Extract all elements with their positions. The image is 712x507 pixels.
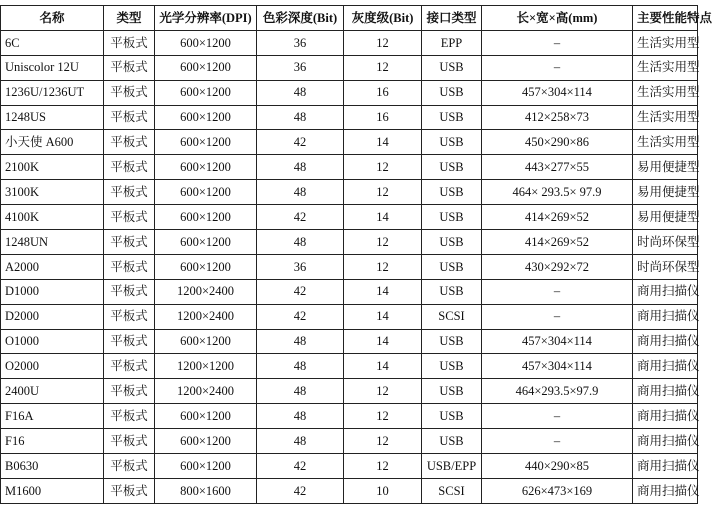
cell-grayscale: 14	[344, 354, 422, 379]
cell-interface: USB	[422, 329, 482, 354]
cell-interface: USB	[422, 379, 482, 404]
cell-color-depth: 48	[257, 105, 344, 130]
cell-type: 平板式	[104, 230, 155, 255]
cell-color-depth: 48	[257, 230, 344, 255]
table-row	[1, 354, 698, 379]
col-header-grayscale: 灰度级(Bit)	[344, 6, 422, 31]
cell-color-depth: 42	[257, 454, 344, 479]
cell-dimensions: 414×269×52	[482, 205, 633, 230]
cell-feature: 时尚环保型	[633, 230, 698, 255]
cell-interface: USB	[422, 354, 482, 379]
cell-dimensions: 457×304×114	[482, 80, 633, 105]
table-row	[1, 329, 698, 354]
cell-dimensions: 440×290×85	[482, 454, 633, 479]
cell-feature: 生活实用型	[633, 130, 698, 155]
cell-feature: 商用扫描仪	[633, 454, 698, 479]
cell-grayscale: 12	[344, 379, 422, 404]
cell-interface: USB	[422, 105, 482, 130]
cell-resolution: 600×1200	[155, 105, 257, 130]
table-row	[1, 279, 698, 304]
cell-name: 4100K	[1, 205, 104, 230]
cell-name: 6C	[1, 30, 104, 55]
cell-name: O2000	[1, 354, 104, 379]
cell-grayscale: 12	[344, 254, 422, 279]
cell-grayscale: 12	[344, 404, 422, 429]
cell-interface: USB	[422, 80, 482, 105]
cell-color-depth: 36	[257, 254, 344, 279]
cell-color-depth: 42	[257, 279, 344, 304]
cell-grayscale: 12	[344, 230, 422, 255]
table-row	[1, 254, 698, 279]
cell-color-depth: 42	[257, 478, 344, 503]
table-body	[1, 30, 698, 503]
cell-dimensions: –	[482, 429, 633, 454]
cell-grayscale: 16	[344, 105, 422, 130]
cell-feature: 生活实用型	[633, 55, 698, 80]
cell-type: 平板式	[104, 80, 155, 105]
cell-color-depth: 42	[257, 130, 344, 155]
cell-type: 平板式	[104, 478, 155, 503]
cell-grayscale: 12	[344, 180, 422, 205]
cell-dimensions: 457×304×114	[482, 354, 633, 379]
col-header-resolution: 光学分辨率(DPI)	[155, 6, 257, 31]
cell-interface: USB	[422, 180, 482, 205]
cell-interface: USB	[422, 404, 482, 429]
cell-interface: USB	[422, 230, 482, 255]
cell-name: B0630	[1, 454, 104, 479]
cell-name: 1236U/1236UT	[1, 80, 104, 105]
cell-type: 平板式	[104, 254, 155, 279]
table-row	[1, 478, 698, 503]
cell-type: 平板式	[104, 30, 155, 55]
cell-interface: SCSI	[422, 304, 482, 329]
cell-name: O1000	[1, 329, 104, 354]
cell-resolution: 600×1200	[155, 230, 257, 255]
cell-name: 小天使 A600	[1, 130, 104, 155]
cell-type: 平板式	[104, 429, 155, 454]
col-header-color-depth: 色彩深度(Bit)	[257, 6, 344, 31]
cell-interface: EPP	[422, 30, 482, 55]
cell-resolution: 1200×2400	[155, 379, 257, 404]
cell-feature: 易用便捷型	[633, 205, 698, 230]
col-header-interface: 接口类型	[422, 6, 482, 31]
cell-name: D1000	[1, 279, 104, 304]
cell-dimensions: 412×258×73	[482, 105, 633, 130]
cell-type: 平板式	[104, 304, 155, 329]
cell-name: 1248US	[1, 105, 104, 130]
cell-type: 平板式	[104, 279, 155, 304]
table-row	[1, 80, 698, 105]
cell-grayscale: 12	[344, 454, 422, 479]
col-header-feature: 主要性能特点	[633, 6, 698, 31]
cell-resolution: 600×1200	[155, 55, 257, 80]
header-row	[1, 6, 698, 31]
cell-dimensions: 457×304×114	[482, 329, 633, 354]
cell-resolution: 600×1200	[155, 404, 257, 429]
cell-feature: 商用扫描仪	[633, 354, 698, 379]
cell-resolution: 600×1200	[155, 80, 257, 105]
cell-feature: 时尚环保型	[633, 254, 698, 279]
col-header-name: 名称	[1, 6, 104, 31]
table-row	[1, 404, 698, 429]
cell-feature: 易用便捷型	[633, 155, 698, 180]
cell-type: 平板式	[104, 55, 155, 80]
cell-dimensions: –	[482, 55, 633, 80]
cell-dimensions: 450×290×86	[482, 130, 633, 155]
cell-resolution: 600×1200	[155, 429, 257, 454]
table-row	[1, 454, 698, 479]
cell-type: 平板式	[104, 454, 155, 479]
cell-type: 平板式	[104, 155, 155, 180]
cell-resolution: 600×1200	[155, 130, 257, 155]
cell-color-depth: 48	[257, 329, 344, 354]
table-row	[1, 155, 698, 180]
table-row	[1, 205, 698, 230]
cell-feature: 商用扫描仪	[633, 404, 698, 429]
cell-color-depth: 48	[257, 404, 344, 429]
cell-dimensions: 430×292×72	[482, 254, 633, 279]
cell-grayscale: 14	[344, 130, 422, 155]
cell-resolution: 600×1200	[155, 180, 257, 205]
cell-interface: SCSI	[422, 478, 482, 503]
cell-resolution: 1200×1200	[155, 354, 257, 379]
cell-type: 平板式	[104, 130, 155, 155]
col-header-dimensions: 长×宽×高(mm)	[482, 6, 633, 31]
cell-resolution: 600×1200	[155, 155, 257, 180]
cell-interface: USB	[422, 130, 482, 155]
cell-interface: USB	[422, 279, 482, 304]
cell-resolution: 1200×2400	[155, 279, 257, 304]
cell-feature: 商用扫描仪	[633, 329, 698, 354]
cell-name: D2000	[1, 304, 104, 329]
cell-feature: 商用扫描仪	[633, 279, 698, 304]
scanner-spec-table	[0, 5, 712, 504]
cell-feature: 商用扫描仪	[633, 304, 698, 329]
cell-resolution: 600×1200	[155, 454, 257, 479]
table-row	[1, 55, 698, 80]
cell-resolution: 600×1200	[155, 329, 257, 354]
cell-grayscale: 14	[344, 329, 422, 354]
cell-color-depth: 48	[257, 354, 344, 379]
cell-name: 3100K	[1, 180, 104, 205]
cell-grayscale: 14	[344, 279, 422, 304]
cell-interface: USB	[422, 155, 482, 180]
cell-resolution: 800×1600	[155, 478, 257, 503]
cell-type: 平板式	[104, 329, 155, 354]
cell-resolution: 1200×2400	[155, 304, 257, 329]
cell-feature: 生活实用型	[633, 80, 698, 105]
cell-color-depth: 36	[257, 30, 344, 55]
cell-type: 平板式	[104, 180, 155, 205]
cell-grayscale: 12	[344, 30, 422, 55]
cell-feature: 商用扫描仪	[633, 429, 698, 454]
cell-grayscale: 10	[344, 478, 422, 503]
cell-color-depth: 42	[257, 205, 344, 230]
cell-grayscale: 16	[344, 80, 422, 105]
col-header-type: 类型	[104, 6, 155, 31]
cell-name: M1600	[1, 478, 104, 503]
table-row	[1, 30, 698, 55]
table-row	[1, 304, 698, 329]
cell-dimensions: 414×269×52	[482, 230, 633, 255]
cell-dimensions: –	[482, 404, 633, 429]
table-row	[1, 429, 698, 454]
cell-name: 1248UN	[1, 230, 104, 255]
cell-name: 2400U	[1, 379, 104, 404]
cell-name: 2100K	[1, 155, 104, 180]
cell-type: 平板式	[104, 105, 155, 130]
cell-grayscale: 12	[344, 55, 422, 80]
cell-color-depth: 48	[257, 180, 344, 205]
cell-name: F16A	[1, 404, 104, 429]
table-row	[1, 379, 698, 404]
cell-grayscale: 12	[344, 429, 422, 454]
cell-dimensions: 464×293.5×97.9	[482, 379, 633, 404]
cell-interface: USB/EPP	[422, 454, 482, 479]
cell-dimensions: 464× 293.5× 97.9	[482, 180, 633, 205]
table-row	[1, 130, 698, 155]
cell-interface: USB	[422, 205, 482, 230]
cell-color-depth: 48	[257, 155, 344, 180]
table-row	[1, 230, 698, 255]
cell-dimensions: –	[482, 30, 633, 55]
cell-color-depth: 48	[257, 80, 344, 105]
cell-type: 平板式	[104, 379, 155, 404]
cell-type: 平板式	[104, 205, 155, 230]
cell-name: F16	[1, 429, 104, 454]
cell-resolution: 600×1200	[155, 254, 257, 279]
cell-color-depth: 48	[257, 379, 344, 404]
table-row	[1, 105, 698, 130]
cell-grayscale: 14	[344, 205, 422, 230]
cell-grayscale: 12	[344, 155, 422, 180]
cell-feature: 生活实用型	[633, 30, 698, 55]
cell-color-depth: 48	[257, 429, 344, 454]
cell-name: Uniscolor 12U	[1, 55, 104, 80]
cell-dimensions: –	[482, 304, 633, 329]
cell-feature: 生活实用型	[633, 105, 698, 130]
cell-type: 平板式	[104, 354, 155, 379]
cell-interface: USB	[422, 429, 482, 454]
cell-resolution: 600×1200	[155, 30, 257, 55]
cell-feature: 商用扫描仪	[633, 379, 698, 404]
cell-color-depth: 36	[257, 55, 344, 80]
cell-resolution: 600×1200	[155, 205, 257, 230]
cell-feature: 商用扫描仪	[633, 478, 698, 503]
cell-dimensions: –	[482, 279, 633, 304]
cell-name: A2000	[1, 254, 104, 279]
cell-dimensions: 443×277×55	[482, 155, 633, 180]
table-row	[1, 180, 698, 205]
cell-grayscale: 14	[344, 304, 422, 329]
cell-interface: USB	[422, 55, 482, 80]
cell-color-depth: 42	[257, 304, 344, 329]
cell-type: 平板式	[104, 404, 155, 429]
cell-feature: 易用便捷型	[633, 180, 698, 205]
cell-interface: USB	[422, 254, 482, 279]
cell-dimensions: 626×473×169	[482, 478, 633, 503]
